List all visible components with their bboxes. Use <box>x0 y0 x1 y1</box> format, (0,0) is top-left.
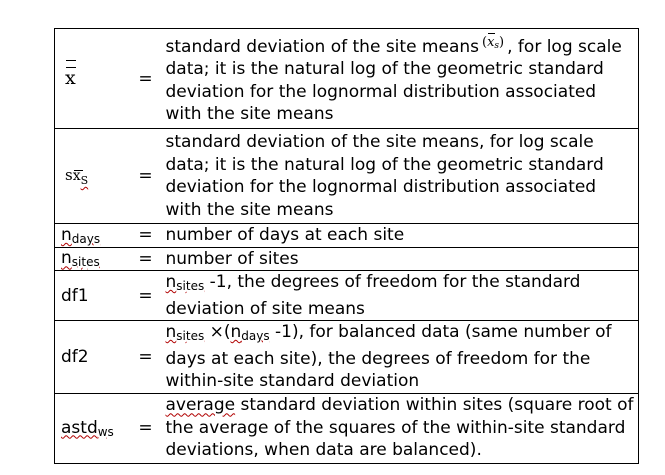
equals-sign: = <box>132 393 160 463</box>
definition-text: $n_{sites} \times(n_{days}$ -1), for balanced data (same number of days at each site), the degrees of freedom for the within-site standard deviation <box>160 321 639 394</box>
symbol-cell: df2 <box>55 321 132 394</box>
table-row <box>55 247 639 271</box>
symbol-cell: df1 <box>55 271 132 321</box>
table-row <box>55 321 639 394</box>
equals-sign: = <box>132 224 160 248</box>
definition-text: number of sites <box>160 247 639 271</box>
symbol-cell <box>55 29 132 129</box>
equals-sign: = <box>132 29 160 129</box>
definition-text: $n_{sites}$ -1, the degrees of freedom for the standard deviation of site means <box>160 271 639 321</box>
symbol-cell: $n_{days}$ <box>55 224 132 248</box>
table-row <box>55 129 639 224</box>
definition-text: standard deviation of the site means $^{(xs)}$ , for log scale data; it is the natural log of the geometric standard deviation for the lognormal distribution associated with the site means <box>160 29 639 129</box>
table-row <box>55 29 639 129</box>
definitions-table <box>54 28 639 464</box>
symbol-cell <box>55 129 132 224</box>
definition-text: number of days at each site <box>160 224 639 248</box>
table-row <box>55 224 639 248</box>
equals-sign: = <box>132 271 160 321</box>
table-row <box>55 393 639 463</box>
symbol-cell: astd$_{ws}$ <box>55 393 132 463</box>
equals-sign: = <box>132 129 160 224</box>
equals-sign: = <box>132 247 160 271</box>
symbol-cell: $n_{sites}$ <box>55 247 132 271</box>
definition-text: standard deviation of the site means, for log scale data; it is the natural log of the geometric standard deviation for the lognormal distribution associated with the site means <box>160 129 639 224</box>
x-double-bar-symbol: x <box>65 69 76 88</box>
s-x-bar-symbol: $sx_S$ <box>65 166 89 187</box>
equals-sign: = <box>132 321 160 394</box>
table-row <box>55 271 639 321</box>
x-bar-s-symbol: (xs) <box>482 35 504 50</box>
definition-text: average standard deviation within sites (square root of the average of the squares of the within-site standard deviations, when data are balanced). <box>160 393 639 463</box>
